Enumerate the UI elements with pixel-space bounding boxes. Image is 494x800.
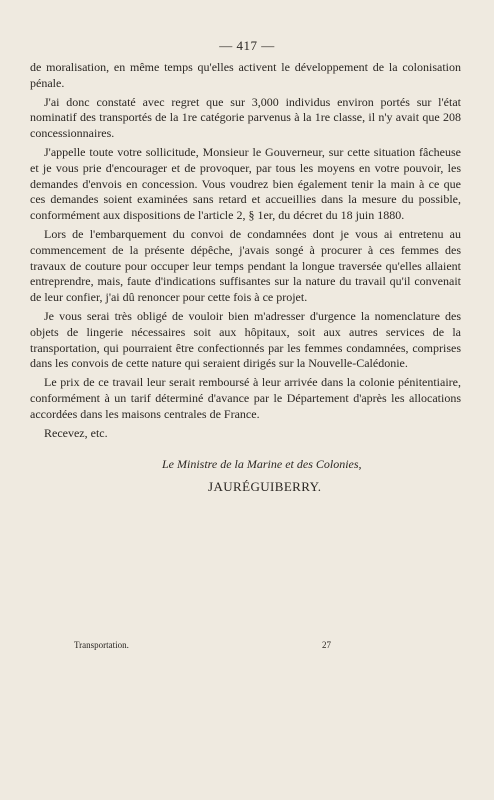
body-text (30, 60, 461, 495)
paragraph: Je vous serai très obligé de vouloir bien m'adresser d'urgence la nomenclature des objets de lingerie nécessaires soit aux hôpitaux, soit aux autres services de la transportation, qui pourraient être confectionnés par les femmes condamnées, comprises dans les convois de cette nature qui seraient dirigés sur la Nouvelle-Calédonie. (30, 308, 461, 371)
paragraph: J'ai donc constaté avec regret que sur 3,000 individus environ portés sur l'état nominatif des transportés de la 1re catégorie parvenus à la 1re classe, il n'y avait que 208 concessionnaires. (30, 94, 461, 141)
signature-title: Le Ministre de la Marine et des Colonies, (162, 457, 362, 472)
sheet-number: 27 (322, 640, 331, 650)
paragraph: Lors de l'embarquement du convoi de condamnées dont je vous ai entretenu au commencement de la présente dépêche, j'avais songé à procurer à ces femmes des travaux de couture pour occuper leur temps pendant la longue traversée qu'elles allaient entreprendre, mais, faute d'indications suffisantes sur la nature du travail qu'il convenait de leur confier, j'ai dû renoncer pour cette fois à ce projet. (30, 226, 461, 305)
closing-line: Recevez, etc. (44, 425, 108, 440)
paragraph: de moralisation, en même temps qu'elles activent le développement de la colonisation pénale. (30, 60, 461, 90)
page-number: — 417 — (219, 38, 275, 53)
signature-name: JAURÉGUIBERRY. (208, 479, 322, 495)
signature-block (30, 457, 461, 495)
paragraph: J'appelle toute votre sollicitude, Monsieur le Gouverneur, sur cette situation fâcheuse et je vous prie d'encourager et de provoquer, par tous les moyens en votre pouvoir, les demandes d'envois en concession. Vous voudrez bien également tenir la main à ce que ces demandes soient examinées sans retard et accueillies dans la mesure du possible, conformément aux dispositions de l'article 2, § 1er, du décret du 18 juin 1880. (30, 144, 461, 223)
footer-label: Transportation. (74, 640, 129, 650)
paragraph: Le prix de ce travail leur serait remboursé à leur arrivée dans la colonie pénitentiaire, conformément à un tarif déterminé d'avance par le Département d'après les allocations accordées dans les maisons centrales de France. (30, 375, 461, 421)
